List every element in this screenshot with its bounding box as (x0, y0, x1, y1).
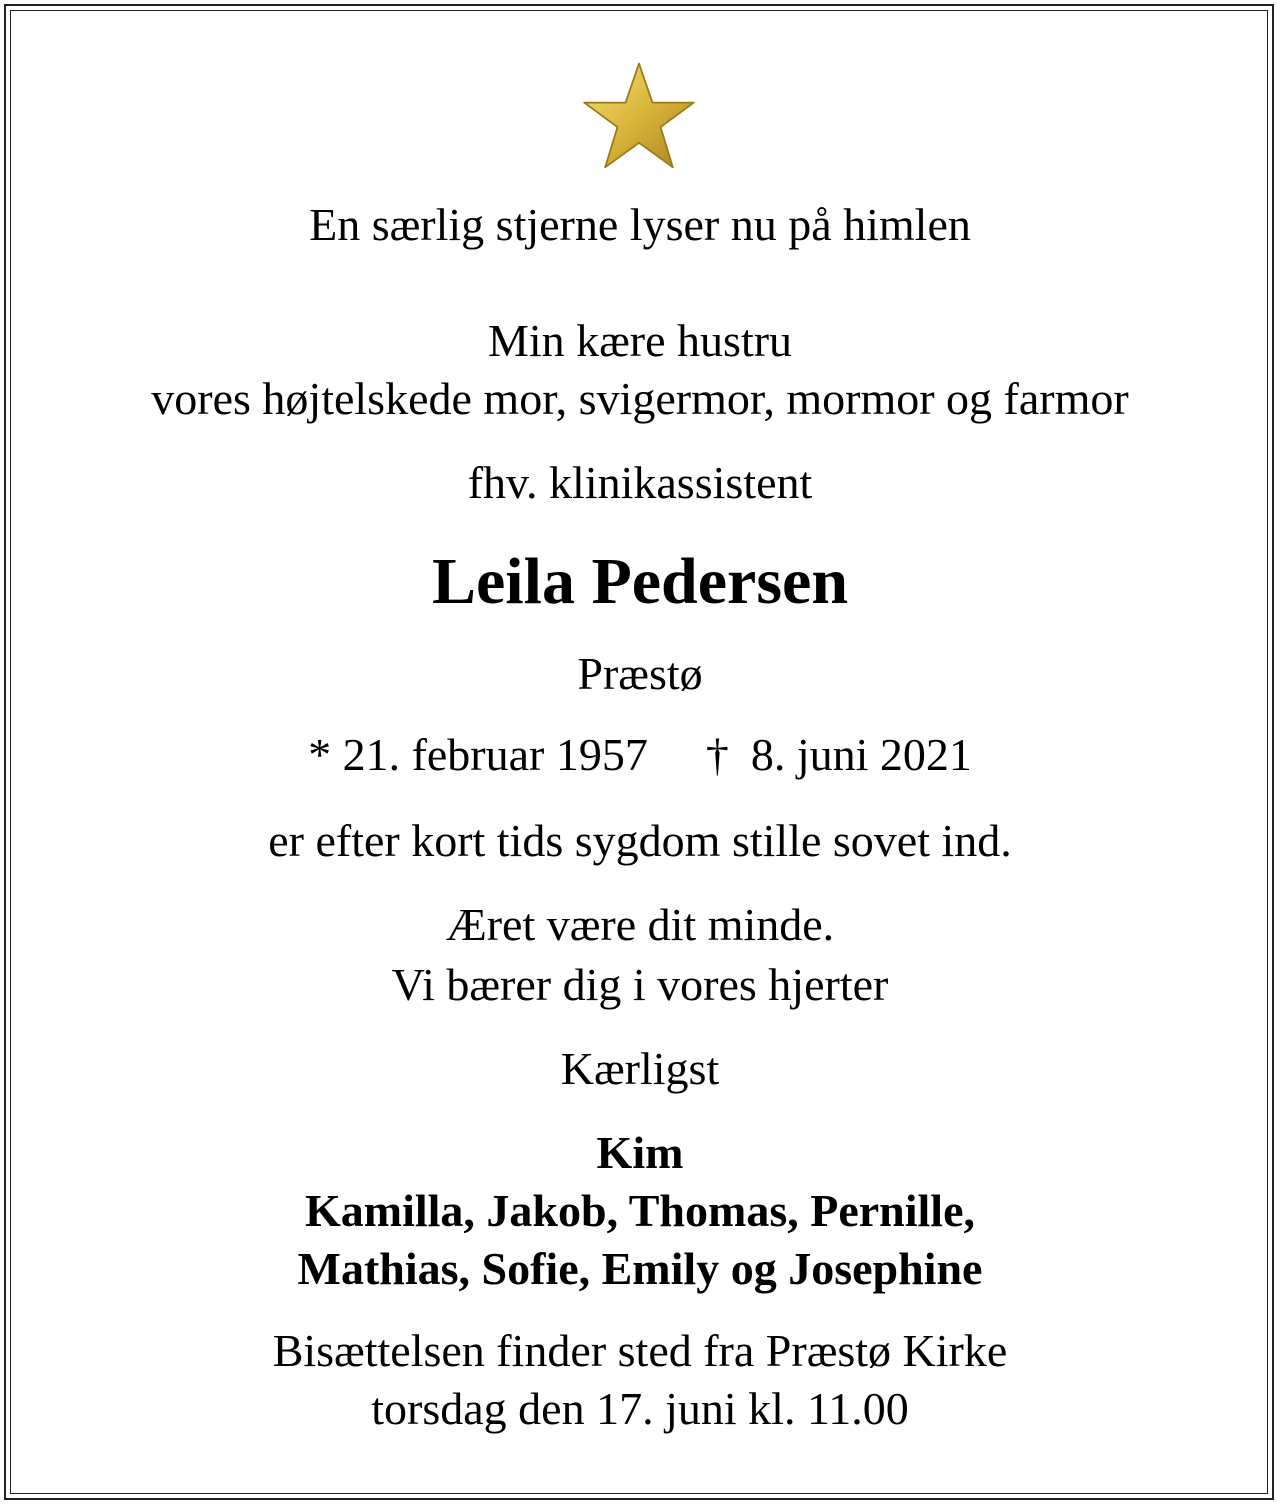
birth-date: 21. februar 1957 (342, 729, 648, 780)
birth-symbol: * (308, 729, 332, 780)
tribute-line-1: Æret være dit minde. (445, 899, 835, 950)
headline: En særlig stjerne lyser nu på himlen (309, 199, 971, 250)
signature-line: Kim (596, 1127, 684, 1178)
place: Præstø (577, 648, 703, 699)
relation-line-2: vores højtelskede mor, svigermor, mormor og farmor (151, 373, 1129, 424)
funeral-line-2: torsdag den 17. juni kl. 11.00 (371, 1383, 909, 1434)
tribute-line-2: Vi bærer dig i vores hjerter (391, 959, 889, 1010)
life-dates (0, 726, 1280, 784)
funeral-line-1: Bisættelsen finder sted fra Præstø Kirke (272, 1325, 1008, 1376)
closing: Kærligst (560, 1043, 720, 1094)
relation-line-1: Min kære hustru (487, 315, 793, 366)
death-symbol: † (705, 729, 729, 780)
signature-line: Mathias, Sofie, Emily og Josephine (297, 1243, 983, 1294)
star-icon (580, 60, 698, 172)
deceased-name: Leila Pedersen (431, 545, 849, 618)
death-date: 8. juni 2021 (750, 729, 972, 780)
signature-line: Kamilla, Jakob, Thomas, Pernille, (304, 1185, 976, 1236)
occupation: fhv. klinikassistent (467, 457, 813, 508)
passing-text: er efter kort tids sygdom stille sovet ind. (268, 815, 1012, 866)
